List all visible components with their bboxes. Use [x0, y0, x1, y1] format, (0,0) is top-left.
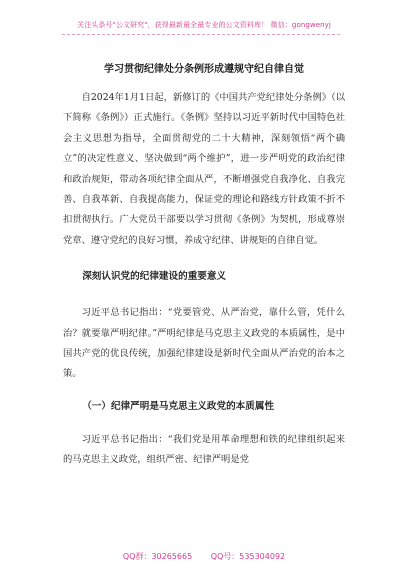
header-divider [62, 34, 340, 35]
document-body [63, 88, 345, 471]
subsection-paragraph: 习近平总书记指出：“我们党是用革命理想和铁的纪律组织起来的马克思主义政党，组织严密、纪律严明是党 [63, 433, 345, 466]
footer-contact [0, 551, 408, 562]
section-paragraph: 习近平总书记指出：“党要管党、从严治党，靠什么管，凭什么治？就要靠严明纪律。”严明纪律是马克思主义政党的本质属性，是中国共产党的优良传统，加强纪律建设是新时代全面从严治党的治本之策。 [63, 307, 345, 380]
header-banner: 关注头条号"公文研究"，获得最新最全最专业的公文资料库！ 微信：gongwenyj [77, 21, 331, 29]
subsection-heading: （一）纪律严明是马克思主义政党的本质属性 [82, 400, 275, 412]
document-title: 学习贯彻纪律处分条例形成遵规守纪自律自觉 [104, 64, 304, 75]
qq-group-text: QQ群：30265665 [122, 552, 193, 561]
section-heading: 深刻认识党的纪律建设的重要意义 [82, 271, 227, 283]
intro-paragraph: 自2024年1月1日起，新修订的《中国共产党纪律处分条例》（以下简称《条例》）正式施行。《条例》坚持以习近平新时代中国特色社会主义思想为指导，全面贯彻党的二十大精神，深刻领悟“两个确立”的决定性意义、坚决做到“两个维护”，进一步严明党的政治纪律和政治规矩，带动各项纪律全面从严，不断增强党自我净化、自我完善、自我革新、自我提高能力，保证党的理论和路线方针政策不折不扣贯彻执行。广大党员干部要以学习贯彻《条例》为契机，形成尊崇党章、遵守党纪的良好习惯，养成守纪律、讲规矩的自律自觉。 [63, 92, 345, 246]
qq-number-text: QQ号：535304092 [210, 552, 286, 561]
